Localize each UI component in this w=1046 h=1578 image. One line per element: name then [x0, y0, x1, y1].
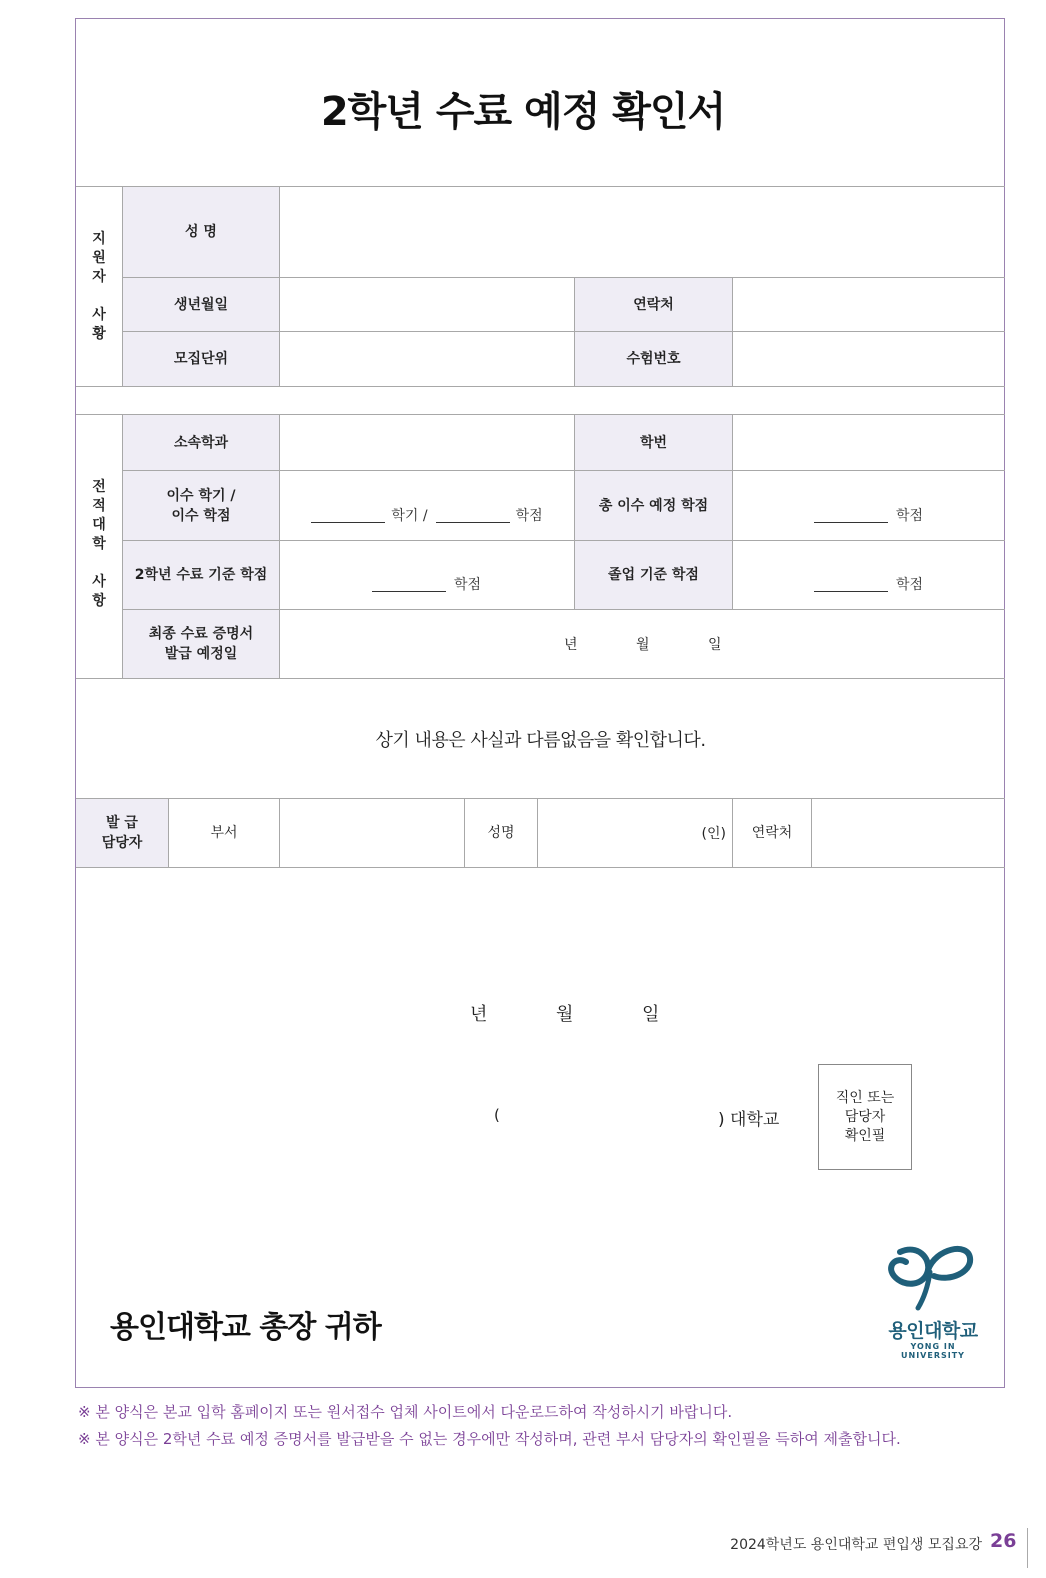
total-credit-field[interactable]: 학점: [733, 505, 1005, 525]
logo-emblem-icon: [878, 1242, 988, 1312]
name-label: 성 명: [185, 224, 217, 240]
issuer-contact-label: 연락처: [751, 825, 793, 841]
seal-mark: (인): [701, 826, 726, 842]
confirm-statement: 상기 내용은 사실과 다름없음을 확인합니다.: [375, 730, 706, 751]
footer-text: 2024학년도 용인대학교 편입생 모집요강: [730, 1537, 982, 1553]
grad-label: 졸업 기준 학점: [608, 567, 699, 583]
exam-no-field[interactable]: [733, 332, 1005, 386]
dept-field[interactable]: [280, 415, 574, 470]
issuer-dept-field[interactable]: [280, 799, 464, 867]
semester-credit-field[interactable]: 학기 / 학점: [280, 505, 574, 525]
school-section-label: 전 적 대 학 사 항: [92, 479, 106, 609]
date-day: 일: [642, 1004, 660, 1025]
name-field[interactable]: [280, 187, 1005, 277]
univ-suffix: ) 대학교: [718, 1110, 780, 1130]
issuer-contact-field[interactable]: [812, 799, 1005, 867]
birth-field[interactable]: [280, 278, 574, 331]
contact-field[interactable]: [733, 278, 1005, 331]
issuer-name-field[interactable]: [538, 799, 732, 867]
final-date-field[interactable]: 년 월 일: [564, 637, 722, 653]
footer-divider: [1027, 1528, 1028, 1568]
university-logo: 용인대학교 YONG IN UNIVERSITY: [878, 1242, 988, 1357]
issuer-name-label: 성명: [487, 825, 515, 841]
univ-open-paren: (: [494, 1106, 500, 1124]
date-year: 년: [470, 1004, 488, 1025]
page-number: 26: [990, 1530, 1017, 1552]
grade2-label: 2학년 수료 기준 학점: [134, 567, 268, 583]
dept-label: 소속학과: [173, 434, 229, 451]
seal-box: 직인 또는 담당자 확인필: [818, 1064, 912, 1170]
note-2: ※ 본 양식은 2학년 수료 예정 증명서를 발급받을 수 없는 경우에만 작성하며, 관련 부서 담당자의 확인필을 득하여 제출합니다.: [78, 1430, 901, 1448]
contact-label: 연락처: [633, 296, 674, 313]
semester-credit-label: 이수 학기 / 이수 학점: [166, 487, 236, 524]
final-date-label: 최종 수료 증명서 발급 예정일: [148, 626, 254, 662]
note-1: ※ 본 양식은 본교 입학 홈페이지 또는 원서접수 업체 사이트에서 다운로드하여 작성하시기 바랍니다.: [78, 1403, 733, 1421]
grade2-field[interactable]: 학점: [280, 574, 574, 594]
birth-label: 생년월일: [173, 296, 229, 313]
date-month: 월: [556, 1004, 574, 1025]
issuer-label: 발 급 담당자: [101, 815, 143, 851]
student-no-label: 학번: [639, 434, 668, 451]
form-title: 2학년 수료 예정 확인서: [320, 89, 726, 135]
exam-no-label: 수험번호: [626, 351, 681, 367]
unit-label: 모집단위: [173, 351, 229, 367]
unit-field[interactable]: [280, 332, 574, 386]
grad-credit-field[interactable]: 학점: [733, 574, 1005, 594]
total-credit-label: 총 이수 예정 학점: [598, 497, 709, 514]
issuer-dept-label: 부서: [210, 825, 238, 841]
applicant-section-label: 지 원 자 사 황: [92, 231, 106, 342]
student-no-field[interactable]: [733, 415, 1005, 470]
addressee: 용인대학교 총장 귀하: [110, 1310, 381, 1345]
